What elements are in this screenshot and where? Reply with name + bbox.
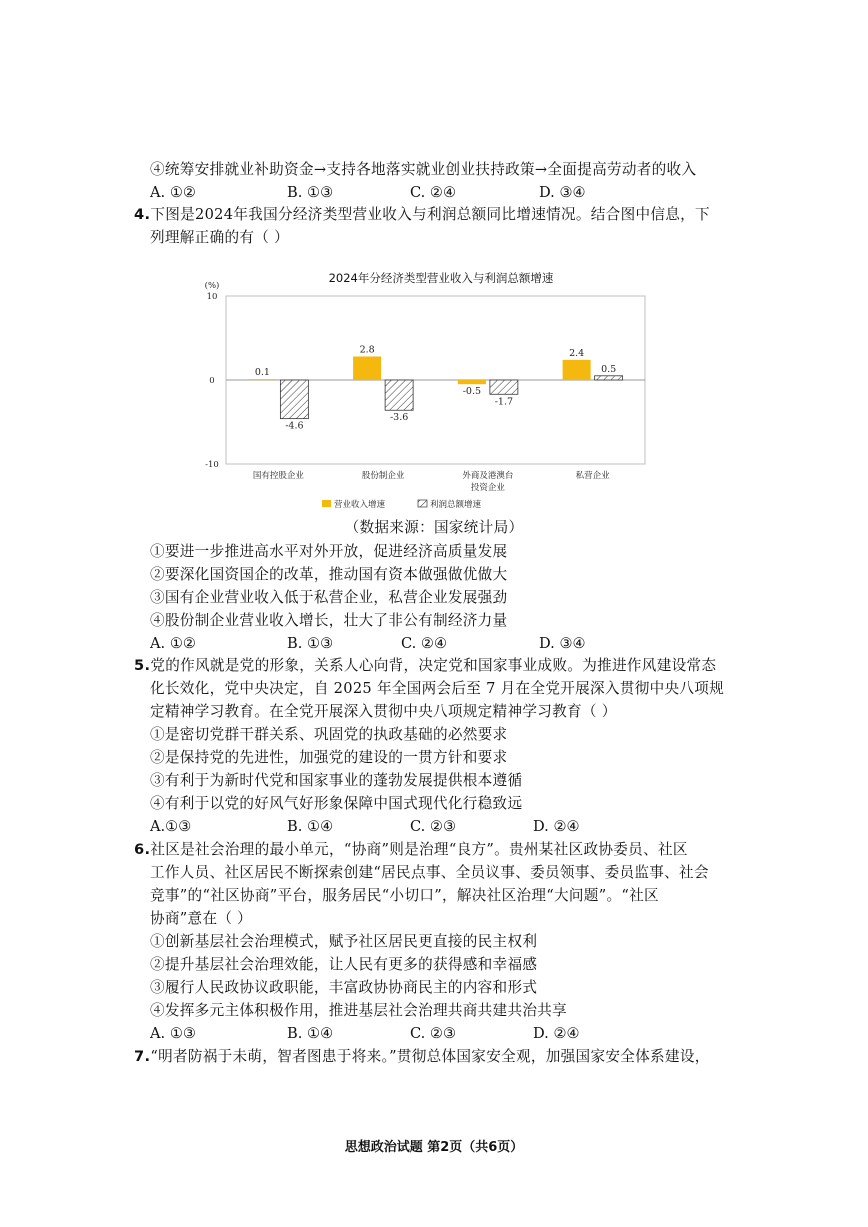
q5-choice-b[interactable]: B. ①④ (287, 818, 334, 835)
profit-bar (280, 380, 308, 419)
q5-item-3: ③有利于为新时代党和国家事业的蓬勃发展提供根本遵循 (150, 772, 523, 789)
q5-choice-d[interactable]: D. ②④ (533, 818, 580, 835)
category-label: 投资企业 (470, 483, 505, 493)
q4-item-2: ②要深化国资国企的改革，推动国有资本做强做优做大 (150, 566, 508, 583)
q7-stem-text-1: “明者防祸于未萌，智者图患于将来。”贯彻总体国家安全观，加强国家安全体系建设， (150, 1048, 710, 1065)
q5-stem-line-3: 定精神学习教育。在全党开展深入贯彻中央八项规定精神学习教育（ ） (150, 703, 617, 720)
growth-bar-chart (196, 264, 686, 528)
q4-stem-text-1: 下图是2024年我国分经济类型营业收入与利润总额同比增速情况。结合图中信息，下 (150, 206, 710, 223)
q3-choice-c[interactable]: C. ②④ (410, 184, 457, 201)
y-tick-label: -10 (205, 460, 219, 470)
revenue-data-label: -0.5 (462, 386, 482, 398)
q4-number: 4. (134, 206, 151, 223)
q5-choice-c[interactable]: C. ②③ (410, 818, 457, 835)
q6-item-1: ①创新基层社会治理模式，赋予社区居民更直接的民主权利 (150, 933, 538, 950)
legend-label-revenue: 营业收入增速 (334, 500, 386, 510)
q4-choice-b[interactable]: B. ①③ (287, 635, 334, 652)
y-axis-unit: (%) (204, 281, 220, 291)
q4-choice-d[interactable]: D. ③④ (539, 635, 586, 652)
q6-choice-a[interactable]: A. ①③ (150, 1025, 196, 1042)
q6-item-4: ④发挥多元主体积极作用，推进基层社会治理共商共建共治共享 (150, 1002, 568, 1019)
q7-number: 7. (134, 1048, 151, 1065)
q5-item-2: ②是保持党的先进性，加强党的建设的一贯方针和要求 (150, 749, 508, 766)
q5-stem-text-1: 党的作风就是党的形象，关系人心向背，决定党和国家事业成败。为推进作风建设常态 (150, 657, 717, 674)
q6-choice-b[interactable]: B. ①④ (287, 1025, 334, 1042)
profit-bar (595, 376, 623, 380)
q4-choice-a[interactable]: A. ①② (150, 635, 196, 652)
q6-number: 6. (134, 841, 151, 858)
q5-choices (150, 817, 750, 837)
profit-bar (385, 380, 413, 410)
q7-stem-line-1 (134, 1047, 710, 1067)
q5-stem-line-2: 化长效化，党中央决定，自 2025 年全国两会后至 7 月在全党开展深入贯彻中央八项规 (150, 680, 725, 697)
q4-item-1: ①要进一步推进高水平对外开放，促进经济高质量发展 (150, 543, 508, 560)
q5-number: 5. (134, 657, 151, 674)
q4-item-3: ③国有企业营业收入低于私营企业，私营企业发展强劲 (150, 589, 508, 606)
profit-data-label: -1.7 (494, 396, 514, 408)
q4-item-4: ④股份制企业营业收入增长，壮大了非公有制经济力量 (150, 612, 508, 629)
legend-label-profit: 利润总额增速 (430, 500, 482, 510)
q5-item-4: ④有利于以党的好风气好形象保障中国式现代化行稳致远 (150, 795, 523, 812)
q5-choice-a[interactable]: A.①③ (150, 818, 192, 835)
q6-choice-c[interactable]: C. ②③ (410, 1025, 457, 1042)
chart-title: 2024年分经济类型营业收入与利润总额增速 (328, 271, 554, 285)
page-footer: 思想政治试题 第2页（共6页） (344, 1140, 524, 1155)
q6-choice-d[interactable]: D. ②④ (533, 1025, 580, 1042)
q6-item-3: ③履行人民政协议政职能，丰富政协协商民主的内容和形式 (150, 979, 538, 996)
q5-item-1: ①是密切党群干群关系、巩固党的执政基础的必然要求 (150, 726, 508, 743)
legend-swatch-revenue (322, 500, 331, 507)
y-tick-label: 10 (206, 292, 218, 302)
q4-choices (150, 634, 750, 654)
q6-stem-line-3: 竞事”的“社区协商”平台，服务居民“小切口”，解决社区治理“大问题”。“社区 (150, 887, 659, 904)
q6-choices (150, 1024, 750, 1044)
q6-item-2: ②提升基层社会治理效能，让人民有更多的获得感和幸福感 (150, 956, 538, 973)
revenue-data-label: 0.1 (254, 367, 270, 379)
revenue-bar (458, 380, 486, 384)
legend-swatch-profit (418, 500, 427, 507)
category-label: 私营企业 (575, 471, 610, 481)
q4-stem-line-2: 列理解正确的有（ ） (150, 229, 289, 246)
profit-bar (490, 380, 518, 394)
y-tick-label: 0 (209, 376, 215, 386)
plot-area (205, 280, 645, 510)
q3-option-item-4: ④统筹安排就业补助资金→支持各地落实就业创业扶持政策→全面提高劳动者的收入 (150, 161, 697, 178)
q3-choice-a[interactable]: A. ①② (150, 184, 196, 201)
revenue-bar (248, 379, 276, 380)
category-label: 国有控股企业 (252, 471, 304, 481)
profit-data-label: -3.6 (389, 412, 409, 424)
q6-stem-line-1 (134, 840, 688, 860)
profit-data-label: -4.6 (285, 420, 304, 432)
profit-data-label: 0.5 (601, 363, 617, 375)
q4-choice-c[interactable]: C. ②④ (401, 635, 448, 652)
q3-choice-d[interactable]: D. ③④ (539, 184, 586, 201)
revenue-data-label: 2.4 (569, 347, 585, 359)
chart-source: （数据来源：国家统计局） (344, 519, 524, 536)
q4-stem-line-1 (134, 205, 710, 225)
q3-choices (150, 183, 750, 203)
revenue-bar (563, 360, 591, 380)
q6-stem-line-2: 工作人员、社区居民不断探索创建“居民点事、全员议事、委员领事、委员监事、社会 (150, 864, 709, 881)
q6-stem-line-4: 协商”意在（ ） (150, 910, 253, 927)
q3-choice-b[interactable]: B. ①③ (287, 184, 334, 201)
category-label: 股份制企业 (361, 471, 405, 481)
q5-stem-line-1 (134, 656, 716, 676)
category-label: 外商及港澳台 (462, 471, 514, 481)
q6-stem-text-1: 社区是社会治理的最小单元，“协商”则是治理“良方”。贵州某社区政协委员、社区 (150, 841, 688, 858)
revenue-data-label: 2.8 (359, 344, 375, 356)
revenue-bar (353, 356, 381, 380)
